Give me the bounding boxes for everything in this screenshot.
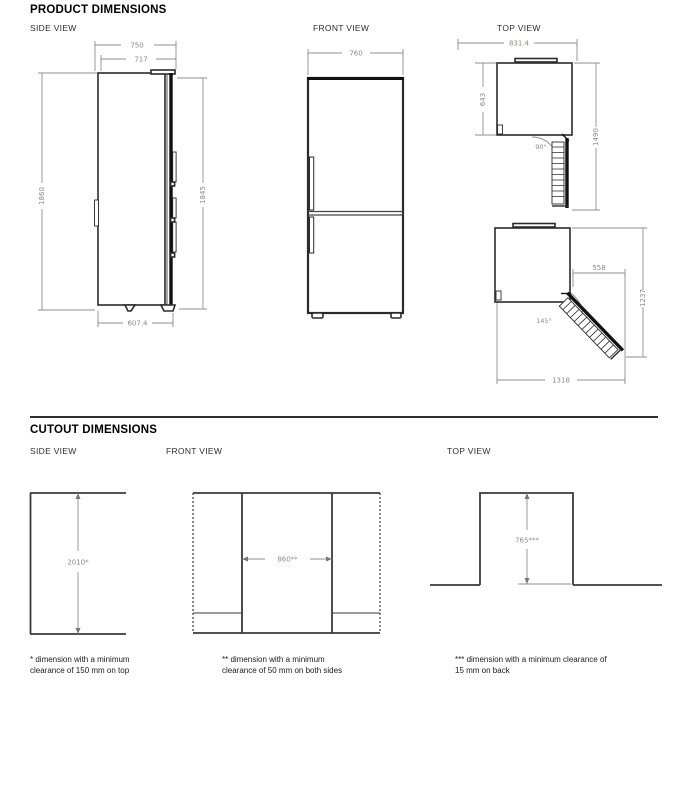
lower-door-handle <box>310 217 314 253</box>
cutout-side-view-diagram <box>28 488 140 638</box>
door-bins <box>552 142 564 204</box>
fridge-cabinet-front <box>308 78 403 313</box>
hinge-strip <box>513 224 555 228</box>
footnote-back-clearance: *** dimension with a minimum clearance of 15 mm on back <box>455 655 607 675</box>
door-handle-bracket <box>173 198 176 218</box>
hinge-strip <box>515 59 557 63</box>
rear-foot <box>161 305 175 311</box>
dim-label-depth-with-door: 1490 <box>592 128 600 146</box>
open-door-90 <box>552 134 569 208</box>
fridge-cabinet-top <box>497 63 572 135</box>
dim-label-depth-base: 607.4 <box>127 319 148 328</box>
corner-hinge <box>496 291 501 300</box>
product-side-view-label: SIDE VIEW <box>30 23 77 33</box>
angle-label-90: 90° <box>535 143 547 151</box>
front-foot <box>125 305 135 311</box>
fridge-cabinet-top <box>495 228 570 302</box>
fridge-front-profile <box>307 78 404 318</box>
cutout-dim-height: 2010* <box>67 558 89 567</box>
dim-label-depth-total-145: 1237 <box>639 289 647 307</box>
cutout-top-view-label: TOP VIEW <box>447 446 491 456</box>
cutout-section-title: CUTOUT DIMENSIONS <box>30 424 158 436</box>
product-front-view-diagram <box>280 35 430 335</box>
dim-label-width-total: 760 <box>349 49 363 58</box>
hinge-nub <box>171 182 175 186</box>
section-divider <box>30 416 658 418</box>
cutout-side-view-label: SIDE VIEW <box>30 446 77 456</box>
product-side-view-diagram <box>25 35 225 340</box>
dim-label-width-total-145: 1318 <box>552 376 570 385</box>
fridge-side-profile <box>95 70 177 311</box>
fridge-top-145 <box>495 224 624 361</box>
cutout-top-outline <box>430 493 662 585</box>
footnote-top-clearance: * dimension with a minimum clearance of 150 mm on top <box>30 655 130 675</box>
product-front-view-label: FRONT VIEW <box>313 23 370 33</box>
door-handle-bracket <box>173 222 176 252</box>
dim-label-depth-total: 750 <box>130 41 144 50</box>
product-top-view-diagram <box>440 35 688 405</box>
footnote-side-clearance: ** dimension with a minimum clearance of 50 mm on both sides <box>222 655 343 675</box>
product-top-view-label: TOP VIEW <box>497 23 541 33</box>
cutout-front-view-diagram <box>188 488 388 640</box>
cutout-top-view-diagram <box>430 488 665 618</box>
hinge-nub <box>171 218 175 222</box>
upper-door-handle <box>310 157 314 210</box>
product-section-title: PRODUCT DIMENSIONS <box>30 4 167 16</box>
angle-label-145: 145° <box>536 317 552 325</box>
cutout-dim-depth: 765*** <box>515 536 539 545</box>
dim-label-depth-body-top: 643 <box>479 92 487 107</box>
rear-spacer <box>95 200 99 226</box>
cutout-front-view-label: FRONT VIEW <box>166 446 223 456</box>
door-handle-bracket <box>173 152 176 182</box>
dim-label-width-with-door: 831.4 <box>508 39 530 48</box>
corner-hinge <box>498 125 503 134</box>
fridge-top-90 <box>497 59 572 209</box>
right-foot <box>391 313 401 318</box>
dim-label-height-total: 1860 <box>38 187 46 205</box>
dim-label-depth-body: 717 <box>134 55 148 64</box>
cutout-dim-width: 860** <box>277 555 298 564</box>
left-foot <box>312 313 323 318</box>
fridge-cabinet-side <box>98 73 165 305</box>
dim-label-door-swing: 558 <box>592 264 606 272</box>
hinge-nub <box>171 253 175 257</box>
dim-label-height-door: 1845 <box>199 186 207 204</box>
